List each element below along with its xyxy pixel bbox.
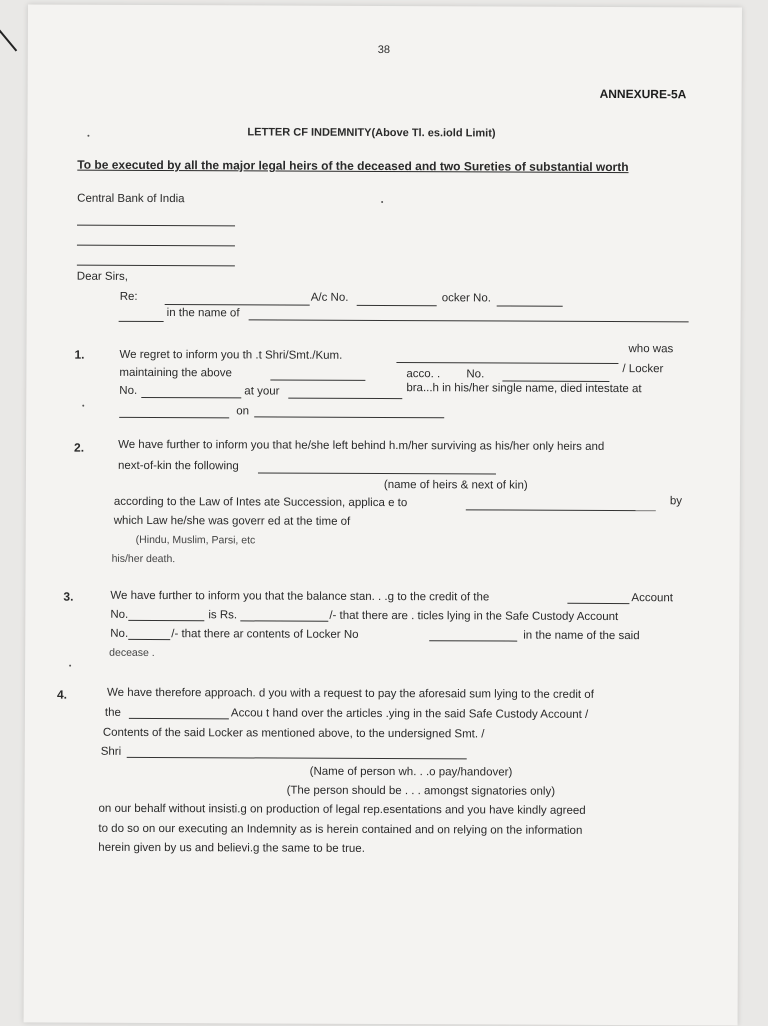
address-line-3: [77, 265, 235, 267]
speck: [87, 135, 89, 137]
para4-number: 4.: [56, 687, 68, 702]
para2-line1: We have further to inform you that he/she left behind h.m/her surviving as his/her only heirs and: [118, 438, 605, 453]
para4-line6: (The person should be . . . amongst signatories only): [286, 784, 556, 798]
para2-line6: (Hindu, Muslim, Parsi, etc: [135, 533, 256, 547]
para1-line4a: on: [236, 405, 250, 418]
para4-line5: (Name of person wh. . .o pay/handover): [309, 765, 513, 779]
para3-number: 3.: [63, 589, 74, 604]
para1-line2a: maintaining the above: [119, 366, 232, 380]
para3-line2b: is Rs.: [208, 609, 238, 622]
para1-line3c: bra...h in his/her single name, died intestate at: [406, 382, 642, 396]
para4-line3: Contents of the said Locker as mentioned above, to the undersigned Smt. /: [102, 726, 485, 741]
pen-mark: [0, 27, 17, 51]
letter-title: LETTER CF INDEMNITY(Above Tl. es.iold Limit): [247, 126, 496, 140]
re-blank-5: [249, 319, 689, 322]
para1-line2c: No.: [466, 368, 485, 381]
para4-line2b: Accou t hand over the articles .ying in the said Safe Custody Account /: [230, 707, 589, 721]
para1-line2d: / Locker: [622, 363, 664, 376]
para3-line2a: No.: [110, 608, 129, 621]
para2-line4a: according to the Law of Intes ate Succession, applica e to: [113, 495, 408, 510]
para2-line2: next-of-kin the following: [117, 459, 239, 473]
para3-line2c: /- that there are . ticles lying in the Safe Custody Account: [329, 609, 619, 624]
address-line-2: [77, 245, 235, 247]
para2-line4b: by: [669, 495, 683, 508]
re-blank-1: [165, 304, 310, 306]
para3-line3a: No.: [110, 627, 129, 640]
addressee: Central Bank of India: [77, 192, 185, 206]
para2-line7: his/her death.: [111, 552, 176, 566]
document-page: [24, 4, 742, 1025]
para2-blank-law: [466, 509, 656, 511]
speck: [82, 405, 84, 407]
speck: [69, 665, 71, 667]
para2-line5: which Law he/she was goverr ed at the time of: [113, 514, 351, 528]
para4-line8: to do so on our executing an Indemnity as is herein contained and on relying on the information: [98, 822, 583, 837]
para2-blank-heirs: [258, 472, 496, 474]
para2-number: 2.: [74, 440, 85, 455]
para1-line3b: at your: [244, 385, 280, 398]
para4-line2a: the: [104, 706, 121, 719]
para3-blank-3: [240, 620, 328, 621]
para4-line4: Shri: [100, 745, 122, 758]
address-line-1: [77, 225, 235, 227]
page-number: 38: [377, 43, 391, 57]
para3-blank-4: [128, 639, 170, 640]
re-blank-2: [357, 305, 437, 306]
para3-blank-2: [128, 620, 204, 621]
re-in-name: in the name of: [166, 307, 240, 320]
re-label: Re:: [119, 290, 138, 303]
para3-line1a: We have further to inform you that the balance stan. . .g to the credit of the: [110, 589, 490, 604]
re-locker-no: ocker No.: [441, 292, 491, 305]
annexure-label: ANNEXURE-5A: [599, 86, 687, 102]
para4-blank-name: [127, 757, 467, 759]
para4-line7: on our behalf without insisti.g on production of legal rep.esentations and you have kindly agreed: [98, 802, 586, 817]
para1-number: 1.: [74, 347, 85, 362]
para1-blank-4: [141, 397, 241, 398]
para1-line2b: acco. .: [406, 368, 441, 381]
para1-blank-6: [119, 417, 229, 418]
para2-line3: (name of heirs & next of kin): [383, 478, 528, 492]
para1-blank-2: [270, 380, 365, 381]
para4-line1: We have therefore approach. d you with a request to pay the aforesaid sum lying to the credit of: [106, 686, 594, 701]
re-blank-3: [497, 305, 563, 306]
para3-blank-5: [429, 640, 517, 641]
para3-line1b: Account: [631, 592, 674, 605]
letter-subtitle: To be executed by all the major legal heirs of the deceased and two Sureties of substantial worth: [77, 157, 629, 175]
re-blank-4: [119, 321, 164, 322]
para1-blank-7: [254, 416, 444, 418]
para3-blank-1: [567, 603, 629, 604]
para3-line3b: /- that there ar contents of Locker No: [171, 628, 359, 641]
para1-line1a: We regret to inform you th .t Shri/Smt./Kum.: [119, 348, 343, 362]
para3-line3c: in the name of the said: [523, 629, 640, 643]
para4-line9: herein given by us and believi.g the same to be true.: [98, 841, 365, 855]
para1-blank-5: [288, 398, 402, 399]
para4-blank-1: [129, 718, 229, 719]
salutation: Dear Sirs,: [76, 270, 128, 283]
para1-line3a: No.: [119, 384, 138, 397]
para1-line1b: who was: [628, 343, 674, 356]
re-ac-no: A/c No.: [310, 291, 349, 304]
speck: [381, 201, 383, 203]
para3-line4: decease .: [109, 646, 155, 660]
para1-blank-name: [396, 362, 618, 364]
